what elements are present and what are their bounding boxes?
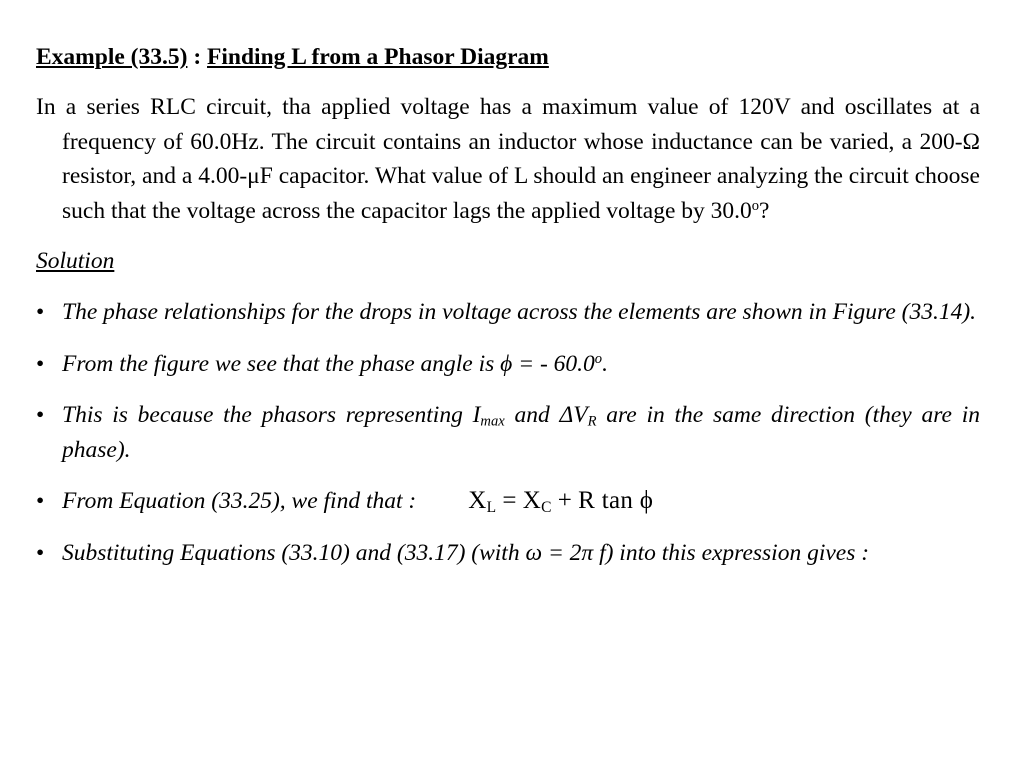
example-topic: Finding L from a Phasor Diagram — [207, 44, 549, 70]
degree-superscript: o — [594, 350, 603, 367]
bullet-dot-icon: • — [36, 488, 45, 514]
solution-step-3 — [36, 398, 980, 467]
title-separator: : — [187, 44, 208, 70]
slide-title — [36, 40, 980, 74]
step-5-mid: = 2 — [542, 539, 582, 566]
current-subscript: max — [480, 413, 505, 430]
solution-steps — [36, 295, 980, 570]
solution-step-4 — [36, 484, 980, 519]
solution-step-1 — [36, 295, 980, 330]
solution-heading: Solution — [36, 248, 115, 274]
formula-xc: X — [522, 487, 542, 514]
solution-step-5 — [36, 536, 980, 571]
problem-question-mark: ? — [759, 197, 770, 224]
degree-superscript: o — [751, 197, 760, 214]
formula-plus: + — [557, 487, 573, 514]
step-5-end: f) into this expression gives : — [593, 539, 870, 566]
formula-xc-subscript: C — [541, 498, 552, 516]
voltage-subscript: R — [587, 413, 597, 430]
solution-step-2 — [36, 347, 980, 382]
problem-text: In a series RLC circuit, tha applied voltage has a maximum value of 120V and oscillates at a frequency of 60.0Hz. The circuit contains an inductor whose inductance can be varied, a 200-Ω resistor, and a 4.00-μF capacitor. What value of L should an engineer analyzing the circuit choose such that the voltage across the capacitor lags the applied voltage by 30.0 — [36, 94, 980, 224]
bullet-dot-icon: • — [36, 402, 45, 428]
step-2-value: = - 60.0 — [512, 350, 595, 377]
bullet-dot-icon: • — [36, 539, 45, 566]
bullet-dot-icon: • — [36, 350, 45, 377]
omega-symbol: ω — [525, 539, 543, 566]
formula-rhs: R tan ϕ — [578, 487, 654, 514]
step-2-end: . — [602, 350, 608, 377]
step-2-text: From the figure we see that the phase angle is — [62, 350, 501, 377]
step-1-text: The phase relationships for the drops in voltage across the elements are shown in Figure (33.14). — [62, 299, 977, 325]
step-5-text: Substituting Equations (33.10) and (33.17) (with — [62, 539, 526, 566]
formula-equals: = — [502, 487, 517, 514]
formula-xl: X — [468, 487, 487, 514]
step-3-end: are in the same direction (they are in phase). — [62, 402, 980, 463]
reactance-formula — [468, 487, 653, 514]
pi-symbol: π — [581, 539, 594, 566]
voltage-symbol: ΔV — [559, 402, 588, 428]
phi-symbol: ϕ — [500, 350, 513, 377]
problem-statement — [36, 90, 980, 228]
step-4-text: From Equation (33.25), we find that : — [62, 488, 417, 514]
step-3-and: and — [504, 402, 560, 428]
bullet-dot-icon: • — [36, 299, 45, 325]
step-3-text: This is because the phasors representing — [62, 402, 473, 428]
formula-xl-subscript: L — [486, 498, 497, 516]
current-symbol: I — [472, 402, 481, 428]
example-number: Example (33.5) — [36, 44, 188, 70]
slide — [36, 40, 980, 570]
